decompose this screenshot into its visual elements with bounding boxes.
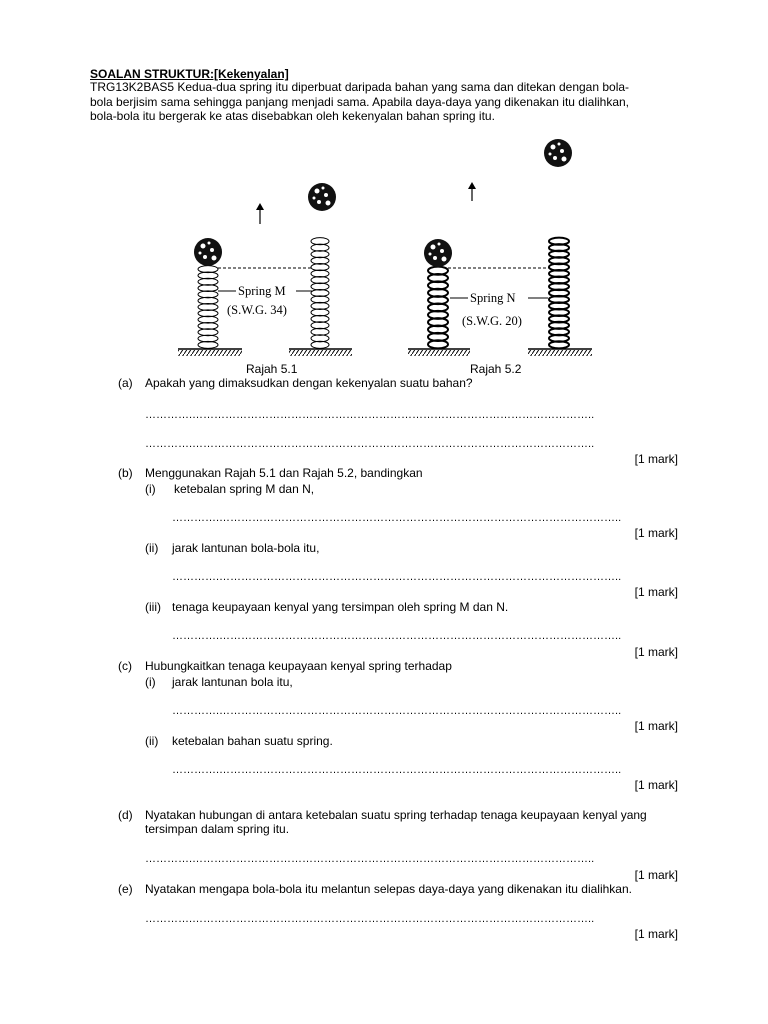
question-e-text: Nyatakan mengapa bola-bola itu melantun selepas daya-daya yang dikenakan itu dialihkan. (145, 882, 632, 896)
spring-n-swg: (S.W.G. 20) (462, 314, 522, 328)
answer-line[interactable]: ………….……………………………………………………………………………………………….. (145, 853, 595, 865)
ball-icon (424, 239, 452, 267)
question-b-number: (b) (118, 466, 133, 480)
mark-label: [1 mark] (634, 927, 678, 941)
answer-line[interactable]: ………….……………………………………………………………………………………………….. (145, 438, 595, 450)
figure-caption-5-1: Rajah 5.1 (246, 362, 298, 376)
spring-n-label: Spring N (470, 291, 516, 305)
mark-label: [1 mark] (634, 452, 678, 466)
answer-line[interactable]: ………….……………………………………………………………………………………………….. (145, 913, 595, 925)
spring-m-swg: (S.W.G. 34) (227, 303, 287, 317)
figure-caption-5-2: Rajah 5.2 (470, 362, 522, 376)
answer-line[interactable]: ………….……………………………………………………………………………………………….. (145, 409, 595, 421)
question-c-text: Hubungkaitkan tenaga keupayaan kenyal spring terhadap (145, 659, 452, 673)
question-a-text: Apakah yang dimaksudkan dengan kekenyalan suatu bahan? (145, 376, 473, 390)
answer-line[interactable]: ………….……………………………………………………………………………………………….. (172, 512, 622, 524)
spring-n-free (549, 238, 569, 349)
base-ground-left-5-2 (408, 349, 470, 356)
mark-label: [1 mark] (634, 719, 678, 733)
spring-diagram (0, 0, 768, 380)
spring-m-label: Spring M (238, 284, 286, 298)
base-ground-right-5-1 (289, 349, 352, 356)
question-a-number: (a) (118, 376, 133, 390)
intro-line-1: TRG13K2BAS5 Kedua-dua spring itu diperbuat daripada bahan yang sama dan ditekan dengan bola- (90, 80, 630, 94)
answer-line[interactable]: ………….……………………………………………………………………………………………….. (172, 705, 622, 717)
mark-label: [1 mark] (634, 585, 678, 599)
mark-label: [1 mark] (634, 526, 678, 540)
question-b-ii-text: jarak lantunan bola-bola itu, (172, 541, 320, 555)
intro-line-3: bola-bola itu bergerak ke atas disebabkan oleh kekenyalan bahan spring itu. (90, 109, 495, 123)
question-d-number: (d) (118, 808, 133, 822)
spring-m-free (311, 238, 329, 349)
answer-line[interactable]: ………….……………………………………………………………………………………………….. (172, 630, 622, 642)
mark-label: [1 mark] (634, 868, 678, 882)
question-b-iii-text: tenaga keupayaan kenyal yang tersimpan oleh spring M dan N. (172, 600, 509, 614)
question-b-text: Menggunakan Rajah 5.1 dan Rajah 5.2, bandingkan (145, 466, 423, 480)
question-e-number: (e) (118, 882, 133, 896)
ball-icon (308, 183, 336, 211)
ball-icon (194, 238, 222, 266)
spring-n-compressed (428, 267, 448, 349)
question-c-number: (c) (118, 659, 132, 673)
arrow-up-icon (468, 182, 476, 201)
ball-icon (544, 139, 572, 167)
page-title: SOALAN STRUKTUR:[Kekenyalan] (90, 67, 289, 81)
question-d-text-line-1: Nyatakan hubungan di antara ketebalan suatu spring terhadap tenaga keupayaan kenyal yang (145, 808, 647, 822)
mark-label: [1 mark] (634, 645, 678, 659)
question-c-i-number: (i) (145, 675, 156, 689)
question-b-ii-number: (ii) (145, 541, 159, 555)
spring-m-compressed (198, 266, 218, 349)
base-ground-right-5-2 (528, 349, 592, 356)
base-ground-left (178, 349, 242, 356)
question-c-i-text: jarak lantunan bola itu, (172, 675, 293, 689)
answer-line[interactable]: ………….……………………………………………………………………………………………….. (172, 571, 622, 583)
question-c-ii-number: (ii) (145, 734, 159, 748)
question-b-i-text: ketebalan spring M dan N, (174, 482, 315, 496)
question-d-text-line-2: tersimpan dalam spring itu. (145, 822, 290, 836)
intro-line-2: bola berjisim sama sehingga panjang menjadi sama. Apabila daya-daya yang dikenakan itu dialihkan, (90, 94, 630, 109)
arrow-up-icon (256, 203, 264, 224)
question-b-i-number: (i) (145, 482, 156, 496)
question-b-iii-number: (iii) (145, 600, 161, 614)
answer-line[interactable]: ………….……………………………………………………………………………………………….. (172, 764, 622, 776)
question-c-ii-text: ketebalan bahan suatu spring. (172, 734, 333, 748)
mark-label: [1 mark] (634, 778, 678, 792)
